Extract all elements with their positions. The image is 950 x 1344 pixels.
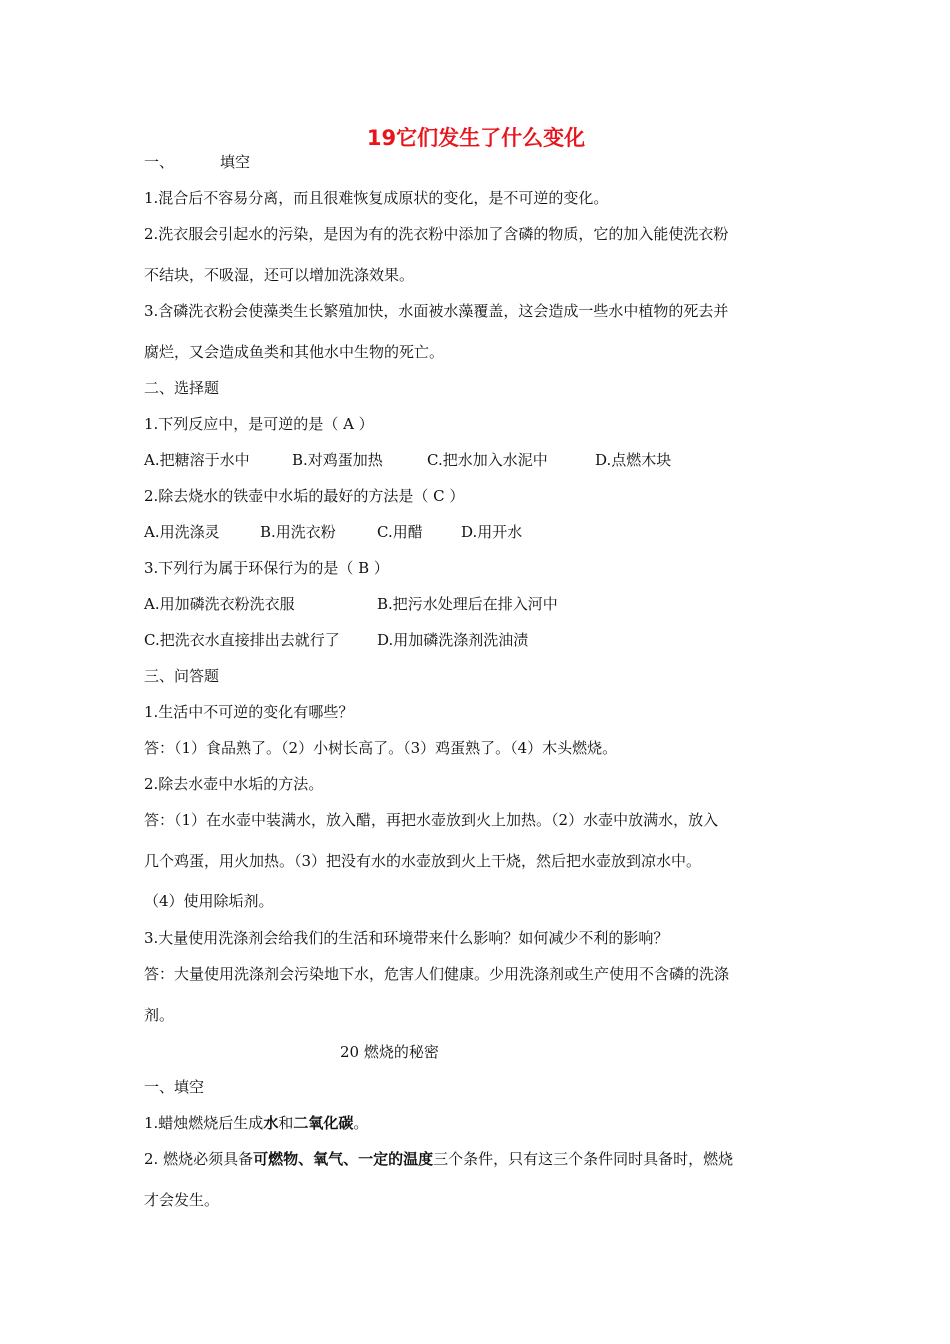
section1-heading	[144, 152, 250, 172]
answer-bold: 水	[263, 1114, 279, 1132]
section1-number: 一、	[144, 153, 175, 171]
answer-bold: 可燃物、氧气、一定的温度	[253, 1150, 434, 1168]
choice-question: 3.下列行为属于环保行为的是（ B ）	[144, 559, 389, 577]
option: D.用开水	[461, 523, 523, 541]
lesson20-section1-heading: 一、填空	[144, 1078, 205, 1096]
text-segment: 三个条件，只有这三个条件同时具备时，燃烧	[433, 1150, 734, 1168]
choice-question: 1.下列反应中，是可逆的是（ A ）	[144, 415, 374, 433]
text-segment: 。	[353, 1114, 369, 1132]
option: B.用洗衣粉	[260, 523, 336, 541]
qa-answer-continued: 几个鸡蛋，用火加热。（3）把没有水的水壶放到火上干烧，然后把水壶放到凉水中。	[144, 852, 702, 870]
lesson20-fill-item-continued: 才会发生。	[144, 1191, 220, 1209]
fill-item: 1.混合后不容易分离，而且很难恢复成原状的变化，是不可逆的变化。	[144, 189, 609, 207]
option: C.用醋	[377, 523, 423, 541]
choice-question: 2.除去烧水的铁壶中水垢的最好的方法是（ C ）	[144, 487, 465, 505]
option: A.用洗涤灵	[144, 523, 220, 541]
option: A.用加磷洗衣粉洗衣服	[144, 595, 295, 613]
choice-options	[144, 594, 558, 614]
qa-question: 3.大量使用洗涤剂会给我们的生活和环境带来什么影响？如何减少不利的影响？	[144, 929, 669, 947]
answer-bold: 二氧化碳	[293, 1114, 354, 1132]
fill-item: 2.洗衣服会引起水的污染，是因为有的洗衣粉中添加了含磷的物质，它的加入能使洗衣粉	[144, 225, 729, 243]
text-segment: 2. 燃烧必须具备	[144, 1150, 254, 1168]
lesson20-fill-item	[144, 1113, 368, 1133]
option: A.把糖溶于水中	[144, 451, 250, 469]
lesson19-title: 19它们发生了什么变化	[366, 126, 586, 150]
qa-question: 1.生活中不可逆的变化有哪些？	[144, 703, 354, 721]
option: D.点燃木块	[595, 451, 672, 469]
qa-answer-continued: （4）使用除垢剂。	[144, 892, 274, 910]
lesson20-title: 20 燃烧的秘密	[340, 1043, 439, 1061]
option: D.用加磷洗涤剂洗油渍	[377, 631, 529, 649]
choice-options	[144, 522, 522, 542]
section2-heading: 二、选择题	[144, 379, 220, 397]
qa-answer: 答：（1）在水壶中装满水，放入醋，再把水壶放到火上加热。（2）水壶中放满水，放入	[144, 811, 719, 829]
option: C.把水加入水泥中	[427, 451, 548, 469]
fill-item-continued: 腐烂，又会造成鱼类和其他水中生物的死亡。	[144, 343, 445, 361]
section1-label: 填空	[220, 153, 251, 171]
qa-answer-continued: 剂。	[144, 1006, 175, 1024]
fill-item-continued: 不结块，不吸湿，还可以增加洗涤效果。	[144, 266, 415, 284]
option: B.把污水处理后在排入河中	[377, 595, 558, 613]
option: B.对鸡蛋加热	[292, 451, 383, 469]
document-page	[144, 0, 808, 1344]
text-segment: 1.蜡烛燃烧后生成	[144, 1114, 264, 1132]
option: C.把洗衣水直接排出去就行了	[144, 631, 340, 649]
text-segment: 和	[278, 1114, 294, 1132]
choice-options	[144, 630, 528, 650]
fill-item: 3.含磷洗衣粉会使藻类生长繁殖加快，水面被水藻覆盖，这会造成一些水中植物的死去并	[144, 302, 729, 320]
section3-heading: 三、问答题	[144, 667, 220, 685]
qa-answer: 答：大量使用洗涤剂会污染地下水，危害人们健康。少用洗涤剂或生产使用不含磷的洗涤	[144, 965, 730, 983]
qa-answer: 答：（1）食品熟了。（2）小树长高了。（3）鸡蛋熟了。（4）木头燃烧。	[144, 739, 618, 757]
qa-question: 2.除去水壶中水垢的方法。	[144, 775, 324, 793]
lesson20-fill-item	[144, 1149, 733, 1169]
choice-options	[144, 450, 671, 470]
